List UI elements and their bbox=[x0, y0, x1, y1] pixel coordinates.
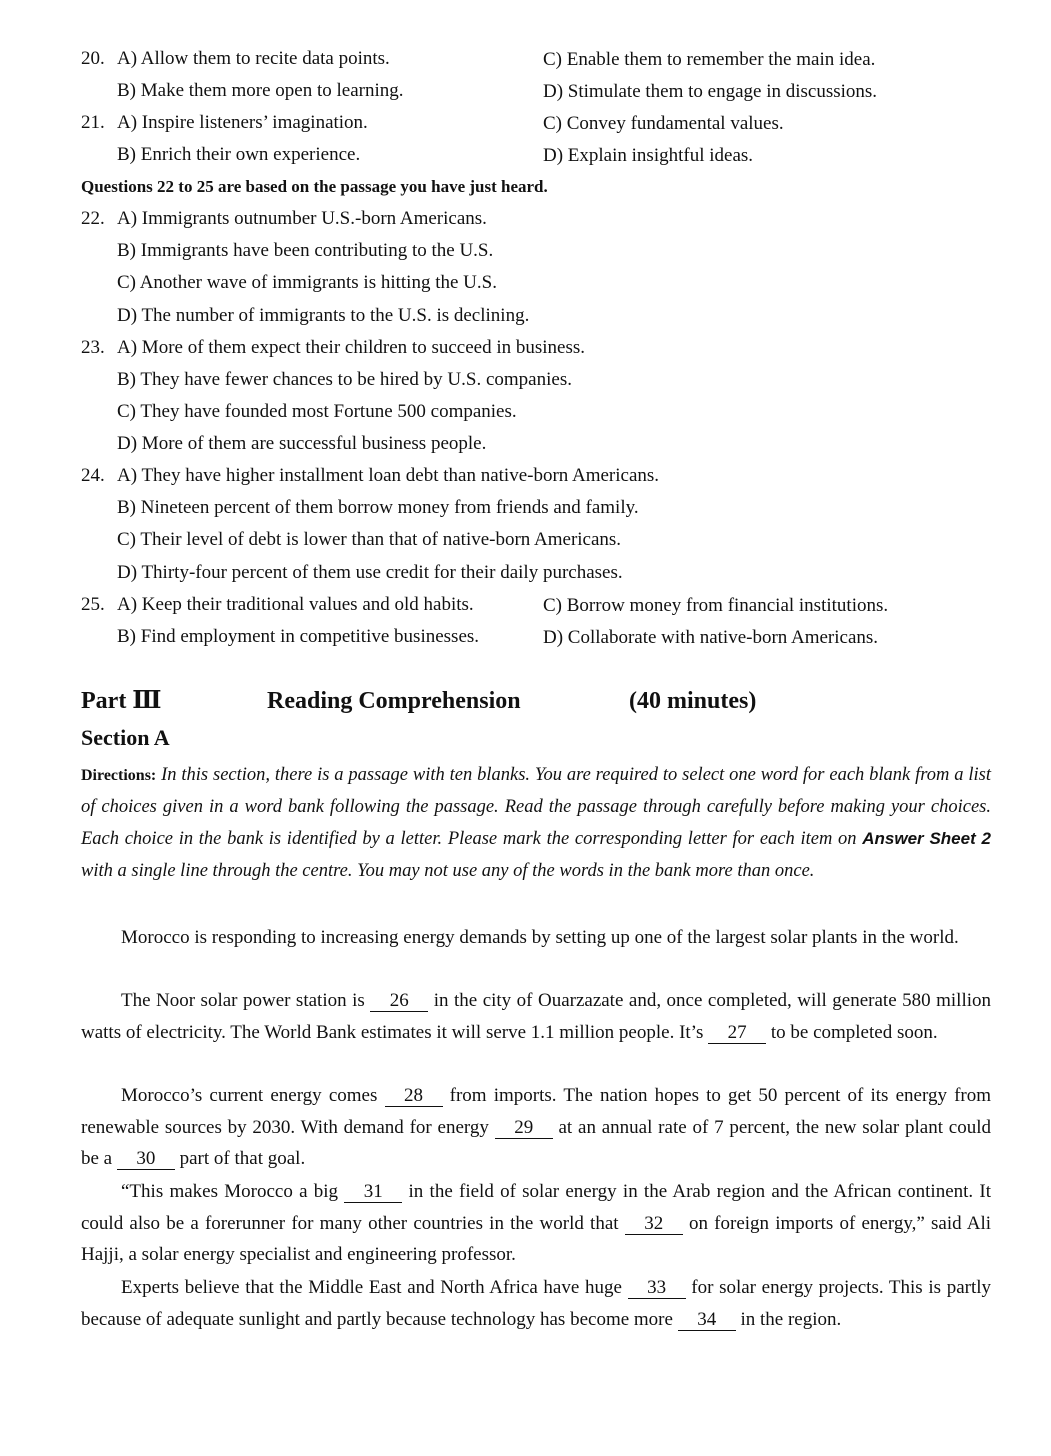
directions-label: Directions: bbox=[81, 767, 157, 784]
directions-text: with a single line through the centre. You may not use any of the words in the bank more than once. bbox=[81, 860, 815, 881]
option-c: C) Borrow money from financial institutions. bbox=[543, 595, 889, 616]
passage-paragraph bbox=[81, 922, 991, 954]
paragraph-text: Morocco’s current energy comes bbox=[121, 1085, 378, 1106]
option-d: D) Explain insightful ideas. bbox=[543, 145, 754, 166]
option-d: D) Stimulate them to engage in discussions. bbox=[543, 81, 878, 102]
question-number: 23. bbox=[81, 337, 105, 358]
blank-33: 33 bbox=[628, 1278, 686, 1299]
question-number: 24. bbox=[81, 465, 105, 486]
passage-paragraph bbox=[81, 1272, 991, 1335]
paragraph-text: on foreign imports of energy,” said Ali Hajji, a solar energy specialist and engineering professor. bbox=[81, 1212, 992, 1265]
paragraph-text: at an annual rate of 7 percent, the new solar plant could be a bbox=[81, 1116, 992, 1169]
passage-paragraph bbox=[81, 1176, 991, 1271]
question-number: 22. bbox=[81, 208, 105, 229]
option-b: B) Make them more open to learning. bbox=[117, 80, 404, 101]
option-b: B) Find employment in competitive businesses. bbox=[117, 626, 480, 647]
part-title: Reading Comprehension bbox=[267, 688, 521, 714]
passage-paragraph bbox=[81, 1080, 991, 1175]
option-d: D) More of them are successful business people. bbox=[117, 433, 487, 454]
paragraph-text: from imports. The nation hopes to get 50 percent of its energy from renewable sources by 2030. With demand for energy bbox=[81, 1085, 992, 1138]
directions-text: In this section, there is a passage with ten blanks. You are required to select one word for each blank from a list of choices given in a word bank following the passage. Read the passage through carefully before making your choices. Each choice in the bank is identified by a letter. Please mark the corresponding letter for each item on bbox=[81, 765, 991, 850]
part-time: (40 minutes) bbox=[629, 688, 757, 714]
option-b: B) Immigrants have been contributing to the U.S. bbox=[117, 240, 494, 261]
section-title: Section A bbox=[81, 725, 170, 750]
option-a: A) Keep their traditional values and old habits. bbox=[117, 594, 474, 615]
blank-26: 26 bbox=[370, 991, 428, 1012]
paragraph-text: part of that goal. bbox=[179, 1148, 306, 1169]
blank-32: 32 bbox=[625, 1214, 683, 1235]
paragraph-text: to be completed soon. bbox=[770, 1021, 938, 1043]
paragraph-text: in the region. bbox=[740, 1308, 842, 1330]
question-number: 25. bbox=[81, 594, 105, 615]
paragraph-text: “This makes Morocco a big bbox=[121, 1181, 339, 1202]
part-label: Part Ⅲ bbox=[81, 688, 162, 714]
question-number: 21. bbox=[81, 112, 105, 133]
option-c: C) They have founded most Fortune 500 companies. bbox=[117, 401, 517, 422]
option-d: D) Thirty-four percent of them use credit for their daily purchases. bbox=[117, 562, 623, 583]
question-number: 20. bbox=[81, 48, 105, 69]
directions bbox=[81, 760, 991, 887]
option-d: D) Collaborate with native-born Americans. bbox=[543, 627, 879, 648]
paragraph-text: The Noor solar power station is bbox=[121, 990, 365, 1011]
option-a: A) Immigrants outnumber U.S.-born Americans. bbox=[117, 208, 487, 229]
option-c: C) Enable them to remember the main idea. bbox=[543, 49, 876, 70]
blank-28: 28 bbox=[385, 1086, 443, 1107]
blank-30: 30 bbox=[117, 1149, 175, 1170]
option-b: B) They have fewer chances to be hired by U.S. companies. bbox=[117, 369, 572, 390]
listening-instruction: Questions 22 to 25 are based on the passage you have just heard. bbox=[81, 177, 548, 196]
option-a: A) Allow them to recite data points. bbox=[117, 48, 390, 69]
paragraph-text: for solar energy projects. This is partly because of adequate sunlight and partly because technology has become more bbox=[81, 1277, 992, 1330]
option-a: A) They have higher installment loan debt than native-born Americans. bbox=[117, 465, 660, 486]
option-b: B) Nineteen percent of them borrow money from friends and family. bbox=[117, 497, 639, 518]
blank-27: 27 bbox=[708, 1023, 766, 1044]
option-a: A) More of them expect their children to succeed in business. bbox=[117, 337, 585, 358]
blank-31: 31 bbox=[344, 1182, 402, 1203]
option-c: C) Their level of debt is lower than that of native-born Americans. bbox=[117, 529, 622, 550]
option-c: C) Another wave of immigrants is hitting the U.S. bbox=[117, 272, 497, 293]
paragraph-text: in the city of Ouarzazate and, once completed, will generate 580 million watts of electricity. The World Bank estimates it will serve 1.1 million people. It’s bbox=[81, 990, 992, 1043]
passage-paragraph bbox=[81, 985, 991, 1048]
blank-34: 34 bbox=[678, 1310, 736, 1331]
paragraph-text: Experts believe that the Middle East and North Africa have huge bbox=[121, 1277, 622, 1298]
option-b: B) Enrich their own experience. bbox=[117, 144, 361, 165]
answer-sheet-ref: Answer Sheet 2 bbox=[862, 829, 992, 849]
option-d: D) The number of immigrants to the U.S. is declining. bbox=[117, 305, 530, 326]
paragraph-text: in the field of solar energy in the Arab region and the African continent. It could also be a forerunner for many other countries in the world that bbox=[81, 1181, 992, 1234]
option-c: C) Convey fundamental values. bbox=[543, 113, 784, 134]
option-a: A) Inspire listeners’ imagination. bbox=[117, 112, 368, 133]
blank-29: 29 bbox=[495, 1118, 553, 1139]
paragraph-text: Morocco is responding to increasing energy demands by setting up one of the largest solar plants in the world. bbox=[121, 927, 959, 948]
